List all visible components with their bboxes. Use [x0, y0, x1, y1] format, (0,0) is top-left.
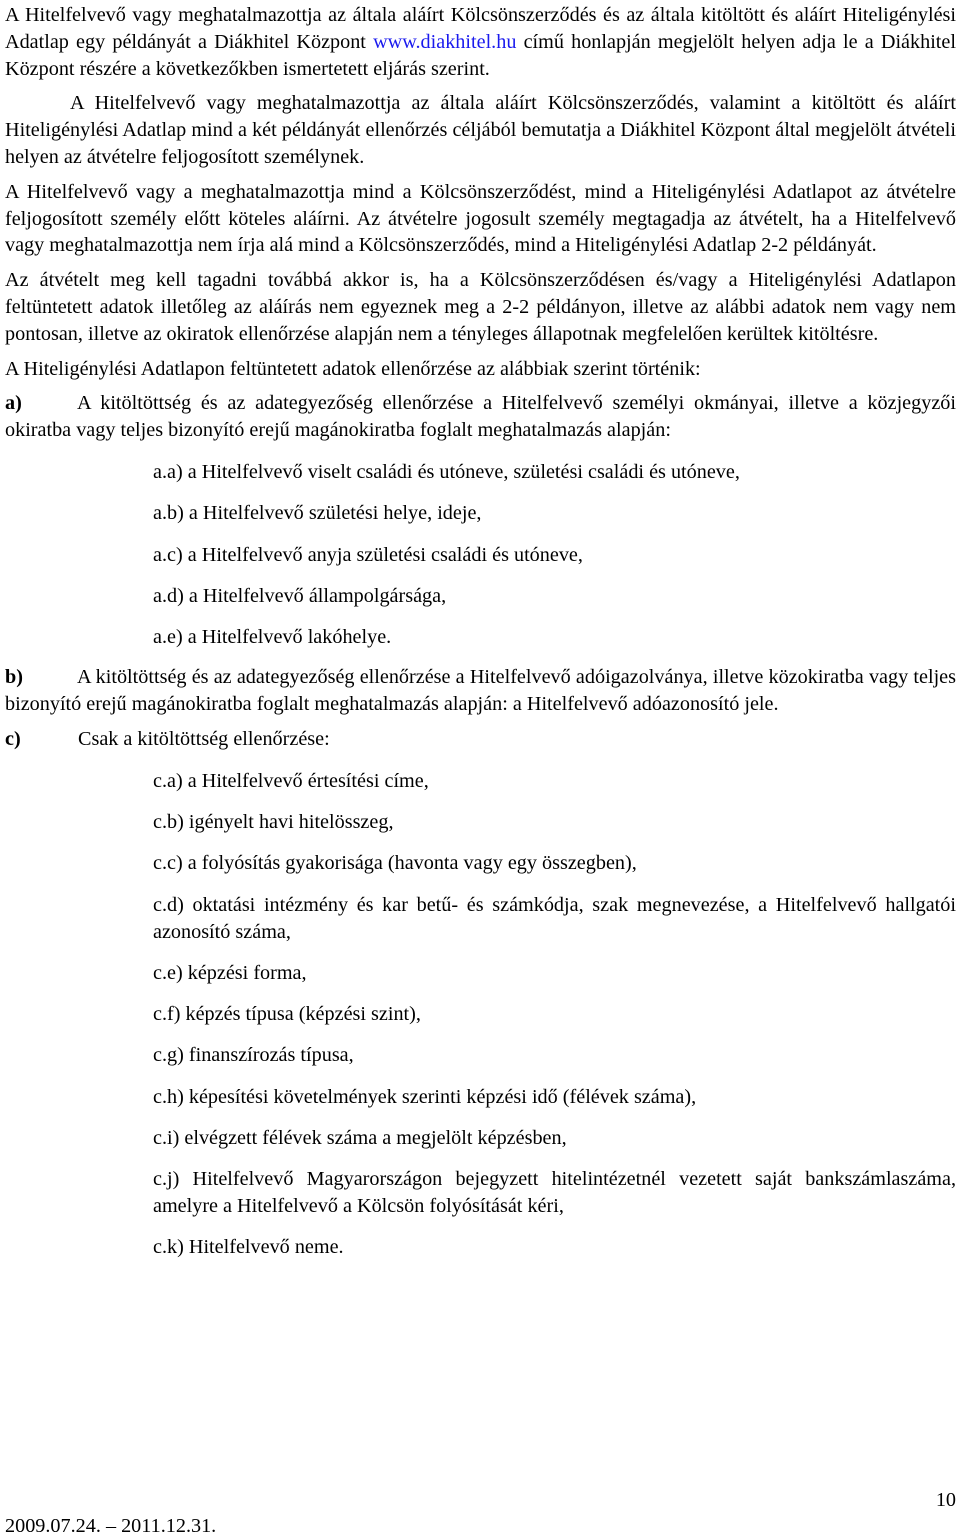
- section-a-list-item: a.c) a Hitelfelvevő anyja születési családi és utóneve,: [153, 543, 583, 566]
- section-c-text: Csak a kitöltöttség ellenőrzése:: [78, 728, 330, 751]
- section-b-text: A kitöltöttség és az adategyezőség ellenőrzése a Hitelfelvevő adóigazolványa, illetve közokiratba vagy teljes bizonyító erejű magánokiratba foglalt meghatalmazás alapján: a Hitelfelvevő adóazonosító jele.: [5, 666, 956, 716]
- section-c-list-item: c.i) elvégzett félévek száma a megjelölt képzésben,: [153, 1127, 567, 1149]
- section-c-list: [5, 768, 956, 1261]
- section-c-label: c): [5, 728, 21, 751]
- paragraph-submission-text-1: A Hitelfelvevő vagy meghatalmazottja az általa aláírt Kölcsönszerződés és az általa kitöltött és aláírt Hiteligénylési Adatlap egy példányát a Diákhitel Központ: [5, 4, 956, 53]
- section-c-list-item: c.j) Hitelfelvevő Magyarországon bejegyzett hitelintézetnél vezetett saját bankszámlaszáma, amelyre a Hitelfelvevő a Kölcsön folyósítását kéri,: [153, 1168, 956, 1218]
- section-b-label: b): [5, 666, 23, 689]
- section-c-list-item: c.h) képesítési követelmények szerinti képzési idő (félévek száma),: [153, 1085, 697, 1108]
- document-page: [5, 2, 956, 1276]
- paragraph-submission-text-2: című honlapján megjelölt helyen adja le a Diákhitel Központ részére a következőkben ismertetett eljárás szerint.: [5, 30, 956, 80]
- section-c-list-item: c.k) Hitelfelvevő neme.: [153, 1236, 344, 1259]
- section-a-text: A kitöltöttség és az adategyezőség ellenőrzése a Hitelfelvevő személyi okmányai, illetve a közjegyzői okiratba vagy teljes bizonyító erejű magánokiratba foglalt meghatalmazás alapján:: [5, 392, 956, 442]
- section-c-list-item: c.c) a folyósítás gyakorisága (havonta vagy egy összegben),: [153, 852, 637, 875]
- section-c-list-item: c.a) a Hitelfelvevő értesítési címe,: [153, 769, 429, 792]
- paragraph-presentation: A Hitelfelvevő vagy meghatalmazottja az általa aláírt Kölcsönszerződés, valamint a kitöltött és aláírt Hiteligénylési Adatlap mind a két példányát ellenőrzés céljából bemutatja a Diákhitel Központ által megjelölt átvételi helyen az átvételre feljogosított személynek.: [5, 92, 956, 168]
- section-c: [5, 726, 956, 753]
- section-a-list-item: a.e) a Hitelfelvevő lakóhelye.: [153, 626, 392, 649]
- paragraph-verification-intro: A Hiteligénylési Adatlapon feltüntetett adatok ellenőrzése az alábbiak szerint történik:: [5, 357, 701, 380]
- paragraph-submission: [5, 2, 956, 82]
- section-a-list-item: a.b) a Hitelfelvevő születési helye, ideje,: [153, 502, 482, 525]
- section-a-label: a): [5, 392, 22, 415]
- section-c-list-item: c.d) oktatási intézmény és kar betű- és számkódja, szak megnevezése, a Hitelfelvevő hallgatói azonosító száma,: [153, 893, 956, 943]
- section-a-list-item: a.a) a Hitelfelvevő viselt családi és utóneve, születési családi és utóneve,: [153, 460, 740, 483]
- section-a-list: [5, 459, 956, 651]
- section-a: [5, 390, 956, 444]
- paragraph-signing: A Hitelfelvevő vagy a meghatalmazottja mind a Kölcsönszerződést, mind a Hiteligénylési Adatlapot az átvételre feljogosított személy előtt köteles aláírni. Az átvételre jogosult személy megtagadja az átvételt, ha a Hitelfelvevő vagy meghatalmazottja nem írja alá mind a Kölcsönszerződés, mind a Hiteligénylési Adatlap 2-2 példányát.: [5, 180, 956, 257]
- paragraph-refusal: Az átvételt meg kell tagadni továbbá akkor is, ha a Kölcsönszerződésen és/vagy a Hiteligénylési Adatlapon feltüntetett adatok illetőleg az aláírás nem egyeznek meg a 2-2 példányon, illetve az alábbi adatok nem vagy nem pontosan, illetve az okiratok ellenőrzése alapján nem a tényleges állapotnak megfelelően kerültek kitöltésre.: [5, 269, 956, 345]
- footer-date-range: 2009.07.24. – 2011.12.31.: [5, 1515, 217, 1537]
- page-number: 10: [935, 1489, 956, 1511]
- section-b: [5, 664, 956, 718]
- section-c-list-item: c.b) igényelt havi hitelösszeg,: [153, 811, 394, 834]
- section-a-list-item: a.d) a Hitelfelvevő állampolgársága,: [153, 584, 447, 607]
- section-c-list-item: c.e) képzési forma,: [153, 961, 307, 984]
- section-c-list-item: c.g) finanszírozás típusa,: [153, 1044, 354, 1067]
- section-c-list-item: c.f) képzés típusa (képzési szint),: [153, 1003, 421, 1026]
- diakhitel-website-link[interactable]: www.diakhitel.hu: [373, 30, 517, 53]
